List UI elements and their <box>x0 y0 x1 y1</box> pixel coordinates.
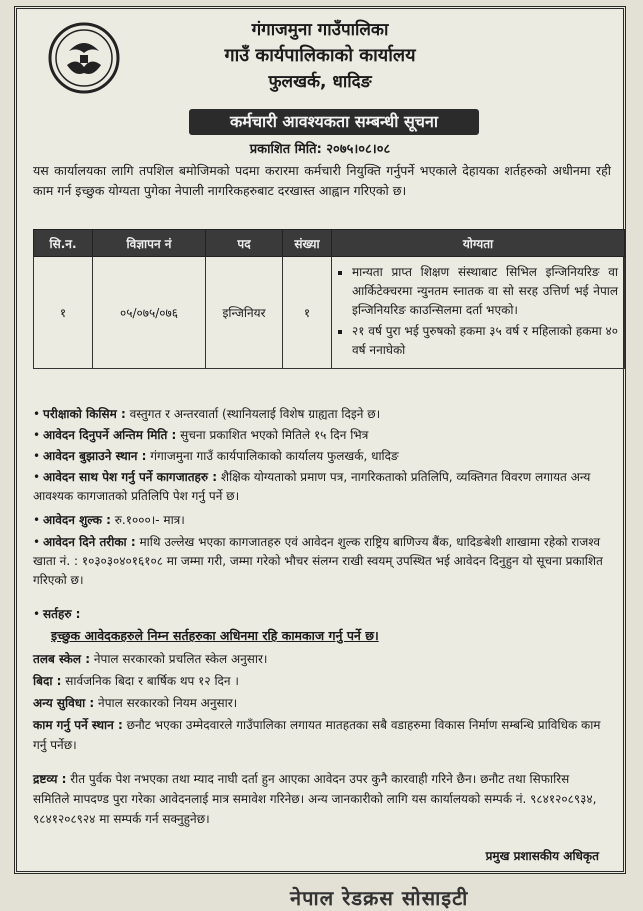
salary-value: नेपाल सरकारको प्रचलित स्केल अनुसार। <box>93 652 268 666</box>
leave-line <box>33 671 609 691</box>
table-header-row <box>34 230 625 257</box>
salary-label: तलब स्केल : <box>33 652 91 666</box>
submit-place-label: आवेदन बुझाउने स्थान : <box>43 449 147 463</box>
signatory-title: प्रमुख प्रशासकीय अधिकृत <box>485 849 599 863</box>
exam-type-item: • परीक्षाको किसिम : वस्तुगत र अन्तरवार्ता (स्थानियलाई विशेष ग्राह्यता दिइने छ। <box>33 407 381 421</box>
method-value: माथि उल्लेख भएका कागजातहरु एवं आवेदन शुल्क राष्ट्रिय बाणिज्य बैंक, धादिङबेशी शाखामा रहेको राजश्व खाता नं. : १०३०३०४०१६१०८ मा जम्मा गरी, जम्मा गरेको भौचर संलग्न राखी स्वयम् उपस्थित भई आवेदन दिनुहुन यो सूचना प्रकाशित गरिएको छ। <box>33 535 603 587</box>
exam-type-value: वस्तुगत र अन्तरवार्ता (स्थानियलाई विशेष ग्राह्यता दिइने छ। <box>129 407 381 421</box>
municipality-name: गंगाजमुना गाउँपालिका <box>251 20 389 40</box>
documents-label: आवेदन साथ पेश गर्नु पर्ने कागजातहरु : <box>43 470 218 484</box>
exam-type-label: परीक्षाको किसिम : <box>43 407 126 421</box>
submit-place-item: • आवेदन बुझाउने स्थान : गंगाजमुना गाउँ कार्यपालिकाको कार्यालय फुलखर्क, धादिङ <box>33 449 399 463</box>
documents-item: • आवेदन साथ पेश गर्नु पर्ने कागजातहरु : शैक्षिक योग्यताको प्रमाण पत्र, नागरिकताको प्रतिलिपि, व्यक्तिगत विवरण लगायत अन्य आवश्यक कागजातको प्रतिलिपि पेश गर्नु पर्ने छ। <box>33 470 591 503</box>
fee-value: रु.१०००।- मात्र। <box>114 513 185 527</box>
qualification-age: ▪ २१ वर्ष पुरा भई पुरुषको हकमा ३५ वर्ष र महिलाको हकमा ४० वर्ष ननाघेको <box>352 322 618 360</box>
col-ad-number: विज्ञापन नं <box>93 230 206 257</box>
col-post: पद <box>206 230 283 257</box>
qualification-education: ▪ मान्यता प्राप्त शिक्षण संस्थाबाट सिभिल इन्जिनियरिङ वा आर्किटेक्चरमा न्युनतम स्नातक वा सो सरह उत्तिर्ण भई नेपाल इन्जिनियरिङ काउन्सिलमा दर्ता भएको। <box>352 263 618 320</box>
office-name: गाउँ कार्यपालिकाको कार्यालय <box>224 45 416 66</box>
salary-line <box>33 649 609 669</box>
cell-qualification <box>332 257 625 369</box>
deadline-item: • आवेदन दिनुपर्ने अन्तिम मिति : सुचना प्रकाशित भएको मितिले १५ दिन भित्र <box>33 428 369 442</box>
note-label: द्रष्टव्य : <box>33 772 67 786</box>
col-serial: सि.न. <box>34 230 93 257</box>
submit-place-value: गंगाजमुना गाउँ कार्यपालिकाको कार्यालय फुलखर्क, धादिङ <box>150 449 399 463</box>
method-label: आवेदन दिने तरीका : <box>43 535 136 549</box>
leave-label: बिदा : <box>33 674 62 688</box>
other-benefits-line <box>33 693 609 713</box>
documents-value: शैक्षिक योग्यताको प्रमाण पत्र, नागरिकताको प्रतिलिपि, व्यक्तिगत विवरण लगायत अन्य आवश्यक कागजातको प्रतिलिपि पेश गर्नु पर्ने छ। <box>33 470 591 503</box>
publication-date: प्रकाशित मिति: २०७५।०८।०८ <box>249 142 391 157</box>
office-location: फुलखर्क, धादिङ <box>268 72 372 92</box>
work-place-value: छनौट भएका उम्मेदवारले गाउँपालिका लगायत मातहतका सबै वडाहरुमा विकास निर्माण सम्बन्धि प्राविधिक काम गर्नु पर्नेछ। <box>33 718 601 752</box>
col-count: संख्या <box>283 230 332 257</box>
col-qualification: योग्यता <box>332 230 625 257</box>
note-value: रीत पुर्वक पेश नभएका तथा म्याद नाघी दर्ता हुन आएका आवेदन उपर कुनै कारवाही गरिने छैन। छनौट तथा सिफारिस समितिले मापदण्ड पुरा गरेका आवेदनलाई मात्र समावेश गरिनेछ। अन्य जानकारीको लागि यस कार्यालयको सम्पर्क नं. ९८४१२०८९३४, ९८४१२०८९२४ मा सम्पर्क गर्न सक्नुहुनेछ। <box>33 772 597 826</box>
note-line <box>33 769 609 829</box>
work-place-line <box>33 715 609 755</box>
other-benefits-label: अन्य सुविधा : <box>33 696 95 710</box>
other-benefits-value: नेपाल सरकारको नियम अनुसार। <box>98 696 238 710</box>
intro-paragraph: यस कार्यालयका लागि तपशिल बमोजिमको पदमा करारमा कर्मचारी नियुक्ति गर्नुपर्ने भएकाले देहायका शर्तहरुको अधीनमा रही काम गर्न इच्छुक योग्यता पुगेका नेपाली नागरिकहरुबाट दरखास्त आह्वान गरिएको छ। <box>33 163 611 198</box>
fee-item: • आवेदन शुल्क : रु.१०००।- मात्र। <box>33 513 185 527</box>
cell-post: इन्जिनियर <box>206 257 283 369</box>
method-item: • आवेदन दिने तरीका : माथि उल्लेख भएका कागजातहरु एवं आवेदन शुल्क राष्ट्रिय बाणिज्य बैंक, धादिङबेशी शाखामा रहेको राजश्व खाता नं. : १०३०३०४०१६१०८ मा जम्मा गरी, जम्मा गरेको भौचर संलग्न राखी स्वयम् उपस्थित भई आवेदन दिनुहुन यो सूचना प्रकाशित गरिएको छ। <box>33 535 603 587</box>
notice-title-banner: कर्मचारी आवश्यकता सम्बन्धी सूचना <box>189 109 479 135</box>
table-row <box>34 257 625 369</box>
leave-value: सार्वजनिक बिदा र बार्षिक थप १२ दिन । <box>65 674 239 688</box>
work-place-label: काम गर्नु पर्ने स्थान : <box>33 718 123 732</box>
cell-count: १ <box>283 257 332 369</box>
deadline-value: सुचना प्रकाशित भएको मितिले १५ दिन भित्र <box>180 428 369 442</box>
deadline-label: आवेदन दिनुपर्ने अन्तिम मिति : <box>43 428 177 442</box>
conditions-item: • सर्तहरु : <box>33 607 81 621</box>
conditions-label: सर्तहरु : <box>43 607 81 621</box>
fee-label: आवेदन शुल्क : <box>43 513 111 527</box>
conditions-heading: इच्छुक आवेदकहरुले निम्न सर्तहरुका अधिनमा रहि कामकाज गर्नु पर्ने छ। <box>51 628 379 643</box>
vacancy-table <box>33 229 625 369</box>
notice-frame <box>14 6 626 874</box>
next-notice-heading: नेपाल रेडक्रस सोसाइटी <box>290 886 469 910</box>
cell-serial: १ <box>34 257 93 369</box>
cell-ad-number: ०५/०७५/०७६ <box>93 257 206 369</box>
office-header <box>17 17 623 95</box>
